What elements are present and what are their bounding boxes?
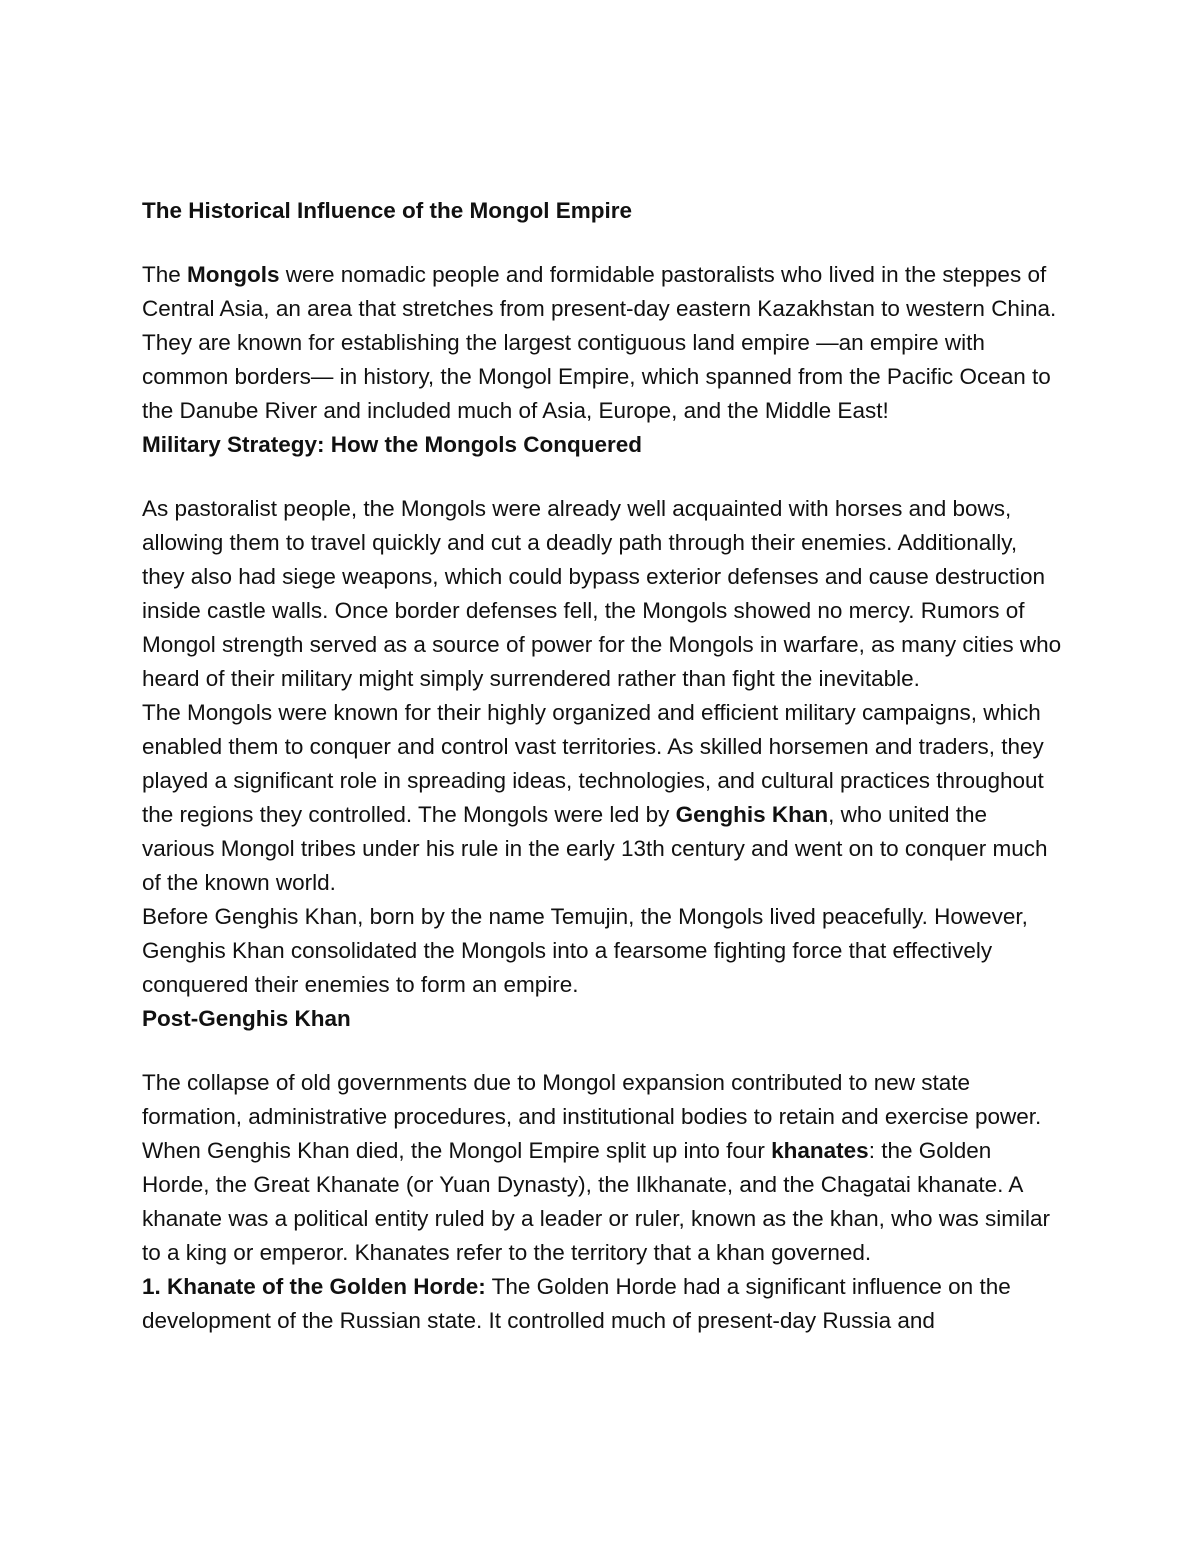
military-p2-before: The Mongols were known for their highly organized and efficient military campaigns, which enabled them to conquer and control vast territories. As skilled horsemen and traders, they played a significant role in spreading ideas, technologies, and cultural practices throughout the regions they controlled. The Mongols were led by xyxy=(142,700,1044,827)
intro-paragraph xyxy=(142,258,1062,428)
post-paragraph-1 xyxy=(142,1066,1062,1270)
intro-lead: The xyxy=(142,262,188,287)
military-paragraph-2 xyxy=(142,696,1062,900)
military-p2-after: , who united the various Mongol tribes under his rule in the early 13th century and went on to conquer much of the known world. xyxy=(142,802,1048,895)
list-item-golden-horde xyxy=(142,1270,1062,1338)
list-item-text: The Golden Horde had a significant influence on the development of the Russian state. It controlled much of present-day Russia and xyxy=(142,1274,1011,1333)
intro-text: were nomadic people and formidable pastoralists who lived in the steppes of Central Asia, an area that stretches from present-day eastern Kazakhstan to western China. They are known for establishing the largest contiguous land empire —an empire with common borders— in history, the Mongol Empire, which spanned from the Pacific Ocean to the Danube River and included much of Asia, Europe, and the Middle East! xyxy=(142,262,1057,423)
term-mongols: Mongols xyxy=(187,262,280,287)
spacer xyxy=(142,228,1062,258)
post-p1-before: The collapse of old governments due to Mongol expansion contributed to new state formation, administrative procedures, and institutional bodies to retain and exercise power. When Genghis Khan died, the Mongol Empire split up into four xyxy=(142,1070,1042,1163)
spacer xyxy=(142,1036,1062,1066)
post-p1-after: : the Golden Horde, the Great Khanate (or Yuan Dynasty), the Ilkhanate, and the Chagatai khanate. A khanate was a political entity ruled by a leader or ruler, known as the khan, who was similar to a king or emperor. Khanates refer to the territory that a khan governed. xyxy=(142,1138,1050,1265)
document-page xyxy=(142,194,1062,1338)
document-title: The Historical Influence of the Mongol Empire xyxy=(142,198,633,223)
military-paragraph-3: Before Genghis Khan, born by the name Temujin, the Mongols lived peacefully. However, Genghis Khan consolidated the Mongols into a fearsome fighting force that effectively conquered their enemies to form an empire. xyxy=(142,904,1028,997)
military-paragraph-1: As pastoralist people, the Mongols were already well acquainted with horses and bows, allowing them to travel quickly and cut a deadly path through their enemies. Additionally, they also had siege weapons, which could bypass exterior defenses and cause destruction inside castle walls. Once border defenses fell, the Mongols showed no mercy. Rumors of Mongol strength served as a source of power for the Mongols in warfare, as many cities who heard of their military might simply surrendered rather than fight the inevitable. xyxy=(142,496,1062,691)
spacer xyxy=(142,462,1062,492)
military-strategy-heading: Military Strategy: How the Mongols Conquered xyxy=(142,432,643,457)
term-khanates: khanates xyxy=(771,1138,869,1163)
list-item-label: 1. Khanate of the Golden Horde: xyxy=(142,1274,486,1299)
post-genghis-heading: Post-Genghis Khan xyxy=(142,1006,351,1031)
term-genghis-khan: Genghis Khan xyxy=(675,802,829,827)
